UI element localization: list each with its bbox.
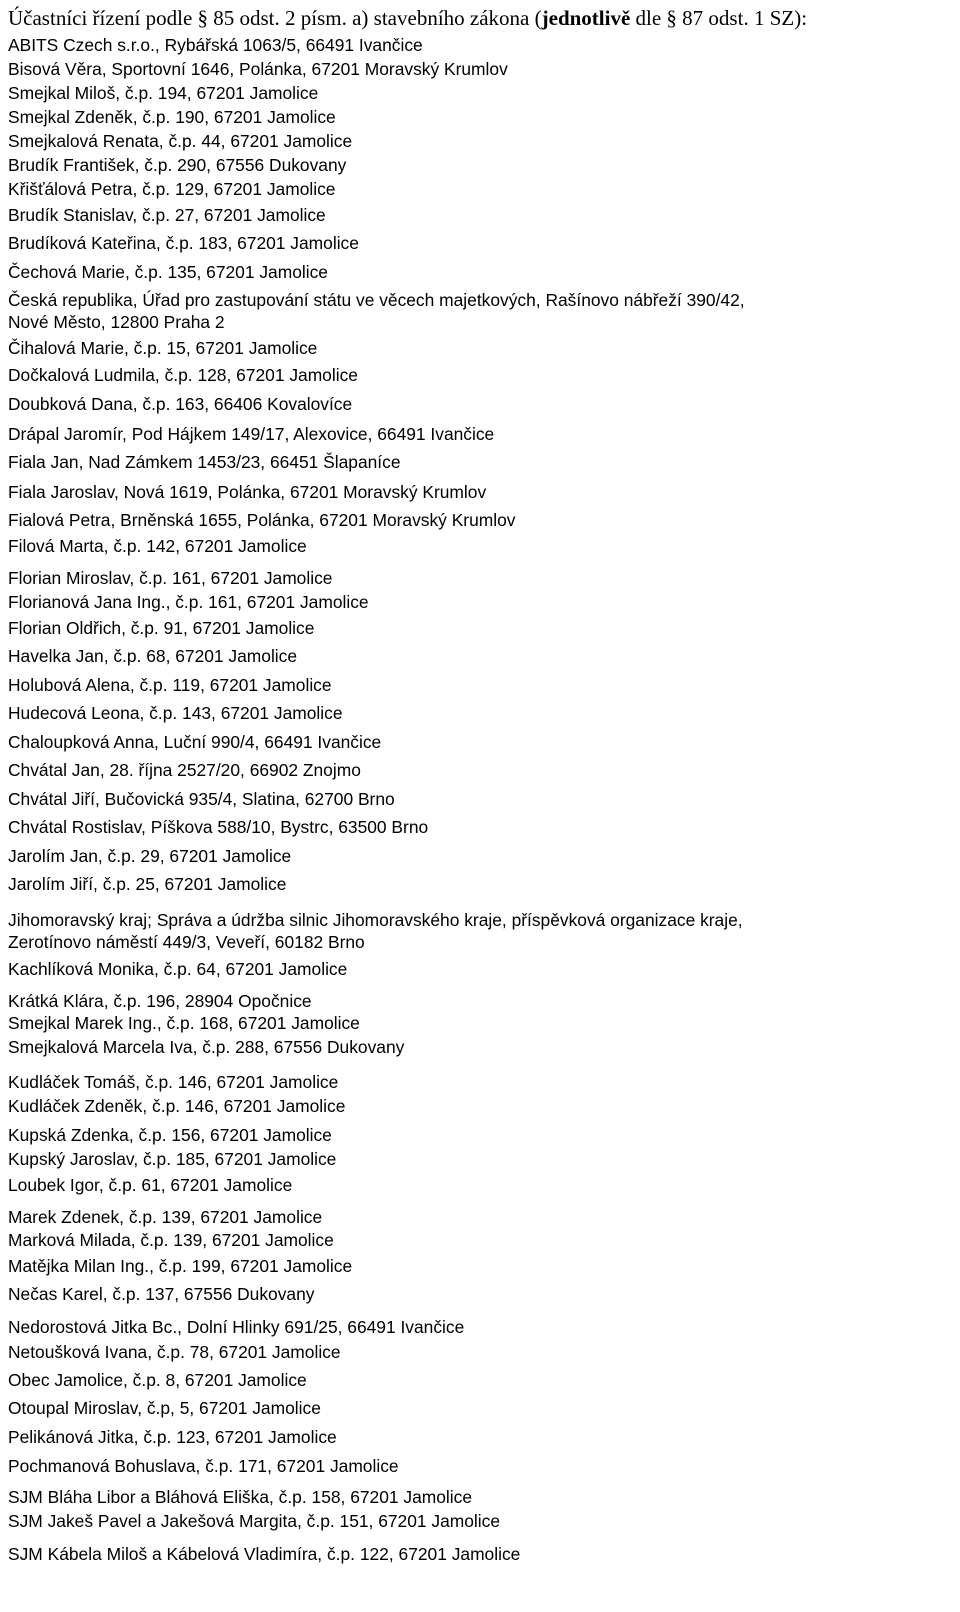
participant-line: Hudecová Leona, č.p. 143, 67201 Jamolice xyxy=(8,703,343,723)
participant-line: Bisová Věra, Sportovní 1646, Polánka, 67201 Moravský Krumlov xyxy=(8,59,508,79)
participant-line: Čechová Marie, č.p. 135, 67201 Jamolice xyxy=(8,262,328,282)
participant-line: Florian Oldřich, č.p. 91, 67201 Jamolice xyxy=(8,618,315,638)
participant-line: Chvátal Jiří, Bučovická 935/4, Slatina, 62700 Brno xyxy=(8,789,395,809)
participant-line: Doubková Dana, č.p. 163, 66406 Kovalovíce xyxy=(8,394,353,414)
participant-line: Kachlíková Monika, č.p. 64, 67201 Jamolice xyxy=(8,959,348,979)
participant-line: Smejkalová Renata, č.p. 44, 67201 Jamolice xyxy=(8,131,353,151)
participant-line: ABITS Czech s.r.o., Rybářská 1063/5, 66491 Ivančice xyxy=(8,35,423,55)
participant-line: Jarolím Jiří, č.p. 25, 67201 Jamolice xyxy=(8,874,287,894)
participant-line: Nové Město, 12800 Praha 2 xyxy=(8,312,225,332)
participant-line: Florianová Jana Ing., č.p. 161, 67201 Jamolice xyxy=(8,592,369,612)
participant-line: Česká republika, Úřad pro zastupování státu ve věcech majetkových, Rašínovo nábřeží 390/42, xyxy=(8,290,745,310)
participant-line: Otoupal Miroslav, č.p, 5, 67201 Jamolice xyxy=(8,1398,321,1418)
participant-line: Havelka Jan, č.p. 68, 67201 Jamolice xyxy=(8,646,298,666)
participant-line: Brudíková Kateřina, č.p. 183, 67201 Jamolice xyxy=(8,233,359,253)
participant-line: Brudík Stanislav, č.p. 27, 67201 Jamolice xyxy=(8,205,326,225)
participant-line: Pelikánová Jitka, č.p. 123, 67201 Jamolice xyxy=(8,1427,337,1447)
participant-line: Obec Jamolice, č.p. 8, 67201 Jamolice xyxy=(8,1370,307,1390)
participant-line: Florian Miroslav, č.p. 161, 67201 Jamolice xyxy=(8,568,333,588)
participant-line: Smejkal Marek Ing., č.p. 168, 67201 Jamolice xyxy=(8,1013,360,1033)
participant-line: SJM Jakeš Pavel a Jakešová Margita, č.p. 151, 67201 Jamolice xyxy=(8,1511,501,1531)
participant-line: Brudík František, č.p. 290, 67556 Dukovany xyxy=(8,155,347,175)
participant-line: Jihomoravský kraj; Správa a údržba silnic Jihomoravského kraje, příspěvková organizace kraje, xyxy=(8,910,743,930)
participant-line: Filová Marta, č.p. 142, 67201 Jamolice xyxy=(8,536,307,556)
heading-text-end: dle § 87 odst. 1 SZ): xyxy=(630,6,808,30)
participant-line: Kupská Zdenka, č.p. 156, 67201 Jamolice xyxy=(8,1125,332,1145)
participant-line: Zerotínovo náměstí 449/3, Veveří, 60182 Brno xyxy=(8,932,365,952)
participant-line: Marek Zdenek, č.p. 139, 67201 Jamolice xyxy=(8,1207,323,1227)
participant-line: Smejkalová Marcela Iva, č.p. 288, 67556 Dukovany xyxy=(8,1037,405,1057)
participant-line: Chaloupková Anna, Luční 990/4, 66491 Ivančice xyxy=(8,732,382,752)
heading-emphasis: jednotlivě xyxy=(541,6,631,30)
participant-line: Krátká Klára, č.p. 196, 28904 Opočnice xyxy=(8,991,312,1011)
participant-line: Kudláček Tomáš, č.p. 146, 67201 Jamolice xyxy=(8,1072,339,1092)
participant-line: Smejkal Miloš, č.p. 194, 67201 Jamolice xyxy=(8,83,319,103)
participant-line: Dočkalová Ludmila, č.p. 128, 67201 Jamolice xyxy=(8,365,358,385)
participant-line: Chvátal Rostislav, Píškova 588/10, Bystrc, 63500 Brno xyxy=(8,817,429,837)
participant-line: Jarolím Jan, č.p. 29, 67201 Jamolice xyxy=(8,846,292,866)
participant-line: Holubová Alena, č.p. 119, 67201 Jamolice xyxy=(8,675,332,695)
participant-line: Křišťálová Petra, č.p. 129, 67201 Jamolice xyxy=(8,179,336,199)
participant-line: Fialová Petra, Brněnská 1655, Polánka, 67201 Moravský Krumlov xyxy=(8,510,516,530)
participant-line: Čihalová Marie, č.p. 15, 67201 Jamolice xyxy=(8,338,318,358)
page-heading xyxy=(8,5,807,31)
participant-line: Fiala Jaroslav, Nová 1619, Polánka, 67201 Moravský Krumlov xyxy=(8,482,487,502)
participant-line: Marková Milada, č.p. 139, 67201 Jamolice xyxy=(8,1230,334,1250)
participant-line: SJM Kábela Miloš a Kábelová Vladimíra, č.p. 122, 67201 Jamolice xyxy=(8,1544,521,1564)
participant-line: SJM Bláha Libor a Bláhová Eliška, č.p. 158, 67201 Jamolice xyxy=(8,1487,473,1507)
heading-text-start: Účastníci řízení podle § 85 odst. 2 písm. a) stavebního zákona ( xyxy=(8,6,542,30)
participant-line: Chvátal Jan, 28. října 2527/20, 66902 Znojmo xyxy=(8,760,361,780)
participant-line: Smejkal Zdeněk, č.p. 190, 67201 Jamolice xyxy=(8,107,336,127)
participant-line: Kupský Jaroslav, č.p. 185, 67201 Jamolice xyxy=(8,1149,337,1169)
participant-line: Kudláček Zdeněk, č.p. 146, 67201 Jamolice xyxy=(8,1096,346,1116)
participant-line: Fiala Jan, Nad Zámkem 1453/23, 66451 Šlapaníce xyxy=(8,452,401,472)
participant-line: Matějka Milan Ing., č.p. 199, 67201 Jamolice xyxy=(8,1256,353,1276)
participant-line: Loubek Igor, č.p. 61, 67201 Jamolice xyxy=(8,1175,293,1195)
participant-line: Netoušková Ivana, č.p. 78, 67201 Jamolice xyxy=(8,1342,341,1362)
participant-line: Pochmanová Bohuslava, č.p. 171, 67201 Jamolice xyxy=(8,1456,399,1476)
participant-line: Nečas Karel, č.p. 137, 67556 Dukovany xyxy=(8,1284,315,1304)
participant-line: Nedorostová Jitka Bc., Dolní Hlinky 691/25, 66491 Ivančice xyxy=(8,1317,465,1337)
participant-line: Drápal Jaromír, Pod Hájkem 149/17, Alexovice, 66491 Ivančice xyxy=(8,424,495,444)
